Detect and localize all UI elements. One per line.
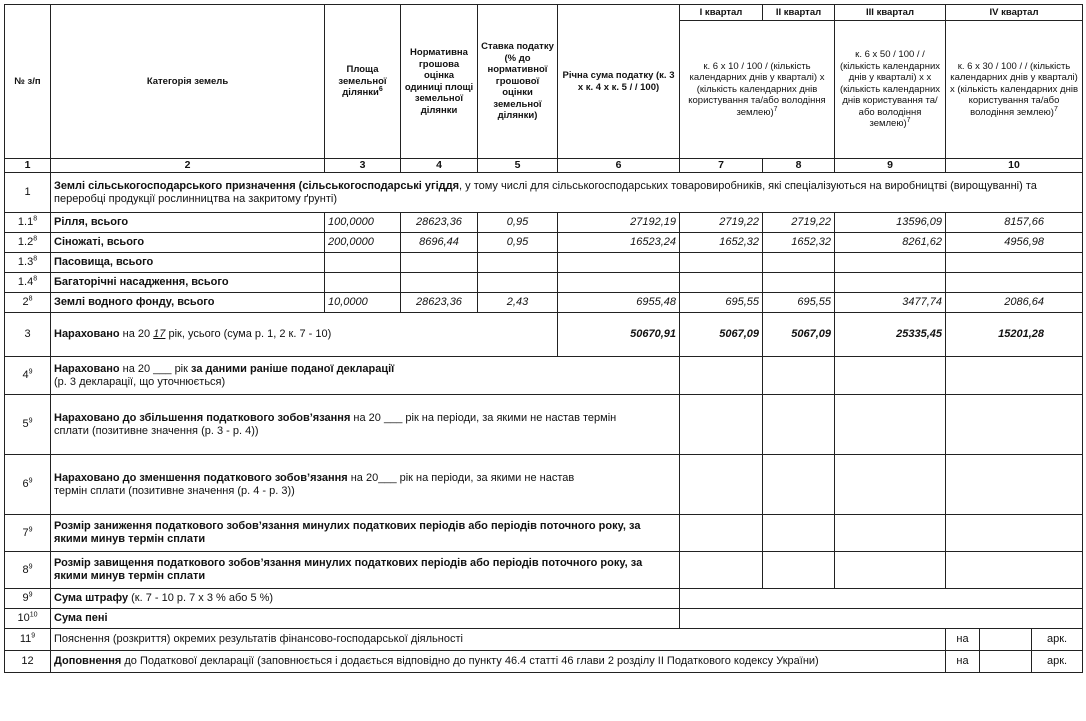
column-numbers-row [5, 159, 1083, 173]
row-number: $8^9$ [5, 552, 51, 589]
header-q2: ІІ квартал [763, 5, 835, 21]
row-label: Розмір заниження податкового зобов’язання минулих податкових періодів або періодів поточного року, за якими минув термін сплати [51, 515, 680, 552]
q4-value [946, 552, 1083, 589]
colnum: 3 [325, 159, 401, 173]
table-row [5, 609, 1083, 629]
q4-value: 2086,64 [946, 293, 1083, 313]
rate-value: 0,95 [478, 213, 558, 233]
row-label: Пасовища, всього [51, 253, 325, 273]
table-row [5, 213, 1083, 233]
colnum: 2 [51, 159, 325, 173]
colnum: 6 [558, 159, 680, 173]
table-row [5, 233, 1083, 253]
q4-value: 8157,66 [946, 213, 1083, 233]
row-empty-cell [680, 609, 1083, 629]
header-normative: Нормативна грошова оцінка одиниці площі земельної ділянки [401, 5, 478, 159]
annual-value: 6955,48 [558, 293, 680, 313]
colnum: 4 [401, 159, 478, 173]
annual-value: 27192,19 [558, 213, 680, 233]
area-value [325, 253, 401, 273]
q1-value: 1652,32 [680, 233, 763, 253]
colnum: 9 [835, 159, 946, 173]
row-number: $1.2^8$ [5, 233, 51, 253]
q1-total: 5067,09 [680, 313, 763, 357]
annual-value [558, 273, 680, 293]
row-label: Розмір завищення податкового зобов’язання минулих податкових періодів або періодів поточного року, за якими минув термін сплати [51, 552, 680, 589]
q3-value: 13596,09 [835, 213, 946, 233]
table-row [5, 253, 1083, 273]
q1-value [680, 455, 763, 515]
rate-value: 0,95 [478, 233, 558, 253]
header-q4: ІV квартал [946, 5, 1083, 21]
colnum: 5 [478, 159, 558, 173]
table-row [5, 629, 1083, 651]
q3-value [835, 253, 946, 273]
annual-total: 50670,91 [558, 313, 680, 357]
q1-value [680, 357, 763, 395]
normative-value: 28623,36 [401, 293, 478, 313]
header-area: Площа земельної ділянки$^6$ [325, 5, 401, 159]
q1-value [680, 515, 763, 552]
header-q1: І квартал [680, 5, 763, 21]
row-number: 1 [5, 173, 51, 213]
table-row [5, 651, 1083, 673]
row-number: $9^9$ [5, 589, 51, 609]
q3-value [835, 455, 946, 515]
sheets-count-field[interactable] [980, 629, 1032, 651]
q4-value [946, 253, 1083, 273]
q4-value [946, 515, 1083, 552]
sheets-count-field[interactable] [980, 651, 1032, 673]
row-label: Рілля, всього [51, 213, 325, 233]
table-row [5, 552, 1083, 589]
area-value: 200,0000 [325, 233, 401, 253]
q2-value [763, 253, 835, 273]
q1-value [680, 552, 763, 589]
normative-value [401, 253, 478, 273]
q4-value [946, 455, 1083, 515]
header-annual: Річна сума податку (к. 3 х к. 4 х к. 5 / / 100) [558, 5, 680, 159]
row-empty-cell [680, 589, 1083, 609]
table-row [5, 589, 1083, 609]
header-category: Категорія земель [51, 5, 325, 159]
row-label: Сума пені [51, 609, 680, 629]
row-number: $1.4^8$ [5, 273, 51, 293]
rate-value: 2,43 [478, 293, 558, 313]
q2-value: 2719,22 [763, 213, 835, 233]
row-number: $1.3^8$ [5, 253, 51, 273]
rate-value [478, 273, 558, 293]
table-row [5, 357, 1083, 395]
row-number: $4^9$ [5, 357, 51, 395]
q2-total: 5067,09 [763, 313, 835, 357]
q1-value [680, 253, 763, 273]
row-number: 12 [5, 651, 51, 673]
q4-total: 15201,28 [946, 313, 1083, 357]
area-value: 10,0000 [325, 293, 401, 313]
colnum: 1 [5, 159, 51, 173]
annual-value [558, 253, 680, 273]
q2-value: 695,55 [763, 293, 835, 313]
normative-value: 28623,36 [401, 213, 478, 233]
row-number: $1.1^8$ [5, 213, 51, 233]
q4-value [946, 273, 1083, 293]
q2-value [763, 515, 835, 552]
row-number: 3 [5, 313, 51, 357]
row-label: Багаторічні насадження, всього [51, 273, 325, 293]
q2-value [763, 395, 835, 455]
row-label: Землі сільськогосподарського призначення (сільськогосподарські угіддя, у тому числі для сільськогосподарських товаровиробників, які спеціалізуються на виробництві (вирощуванні) та переробці продукції рослинництва на закритому ґрунті) [51, 173, 1083, 213]
row-number: $2^8$ [5, 293, 51, 313]
area-value [325, 273, 401, 293]
colnum: 10 [946, 159, 1083, 173]
rate-value [478, 253, 558, 273]
row-number: $7^9$ [5, 515, 51, 552]
q4-value [946, 357, 1083, 395]
q1-value [680, 273, 763, 293]
table-row [5, 173, 1083, 213]
q3-value [835, 552, 946, 589]
q1-value: 695,55 [680, 293, 763, 313]
table-row [5, 395, 1083, 455]
q3-value [835, 395, 946, 455]
table-row [5, 313, 1083, 357]
q3-value [835, 515, 946, 552]
colnum: 8 [763, 159, 835, 173]
row-number: $11^9$ [5, 629, 51, 651]
q1-value [680, 395, 763, 455]
q2-value [763, 455, 835, 515]
row-label: Доповнення до Податкової декларації (заповнюється і додається відповідно до пункту 46.4 статті 46 глави 2 розділу ІІ Податкового кодексу України) [51, 651, 946, 673]
q3-value [835, 357, 946, 395]
table-row [5, 273, 1083, 293]
normative-value [401, 273, 478, 293]
row-label: Нараховано до збільшення податкового зобов’язання на 20 ___ рік на періоди, за якими не настав термін сплати (позитивне значення (р. 3 - р. 4)) [51, 395, 680, 455]
normative-value: 8696,44 [401, 233, 478, 253]
row-label: Нараховано на 20 17 рік, усього (сума р. 1, 2 к. 7 - 10) [51, 313, 558, 357]
row-label: Нараховано на 20 ___ рік за даними раніше поданої декларації (р. 3 декларації, що уточнюється) [51, 357, 680, 395]
header-formula-q4: к. 6 х 30 / 100 / / (кількість календарних днів у кварталі) х (кількість календарних днів користування та/або володіння землею)$^7$ [946, 21, 1083, 159]
row-label: Сіножаті, всього [51, 233, 325, 253]
q4-value [946, 395, 1083, 455]
header-rate: Ставка податку (% до нормативної грошової оцінки земельної ділянки) [478, 5, 558, 159]
header-formula-q12: к. 6 х 10 / 100 / (кількість календарних днів у кварталі) х (кількість календарних днів користування та/або володіння землею)$^7$ [680, 21, 835, 159]
row-number: $6^9$ [5, 455, 51, 515]
q3-value [835, 273, 946, 293]
annual-value: 16523,24 [558, 233, 680, 253]
row-number: $5^9$ [5, 395, 51, 455]
q4-value: 4956,98 [946, 233, 1083, 253]
q3-value: 8261,62 [835, 233, 946, 253]
sheets-prefix: на [946, 629, 980, 651]
q3-total: 25335,45 [835, 313, 946, 357]
row-label: Сума штрафу (к. 7 - 10 р. 7 х 3 % або 5 %) [51, 589, 680, 609]
land-tax-table [4, 4, 1083, 673]
table-row [5, 455, 1083, 515]
table-row [5, 515, 1083, 552]
colnum: 7 [680, 159, 763, 173]
q3-value: 3477,74 [835, 293, 946, 313]
table-row [5, 293, 1083, 313]
q2-value: 1652,32 [763, 233, 835, 253]
sheets-suffix: арк. [1032, 651, 1083, 673]
area-value: 100,0000 [325, 213, 401, 233]
header-no: № з/п [5, 5, 51, 159]
q2-value [763, 357, 835, 395]
row-number: $10^{10}$ [5, 609, 51, 629]
sheets-prefix: на [946, 651, 980, 673]
q2-value [763, 552, 835, 589]
row-label: Пояснення (розкриття) окремих результатів фінансово-господарської діяльності [51, 629, 946, 651]
row-label: Нараховано до зменшення податкового зобов’язання на 20___ рік на періоди, за якими не настав термін сплати (позитивне значення (р. 4 - р. 3)) [51, 455, 680, 515]
q1-value: 2719,22 [680, 213, 763, 233]
header-formula-q3: к. 6 х 50 / 100 / / (кількість календарних днів у кварталі) х х (кількість календарних днів користування та/або володіння землею)$^7$ [835, 21, 946, 159]
q2-value [763, 273, 835, 293]
header-q3: ІІІ квартал [835, 5, 946, 21]
row-label: Землі водного фонду, всього [51, 293, 325, 313]
sheets-suffix: арк. [1032, 629, 1083, 651]
